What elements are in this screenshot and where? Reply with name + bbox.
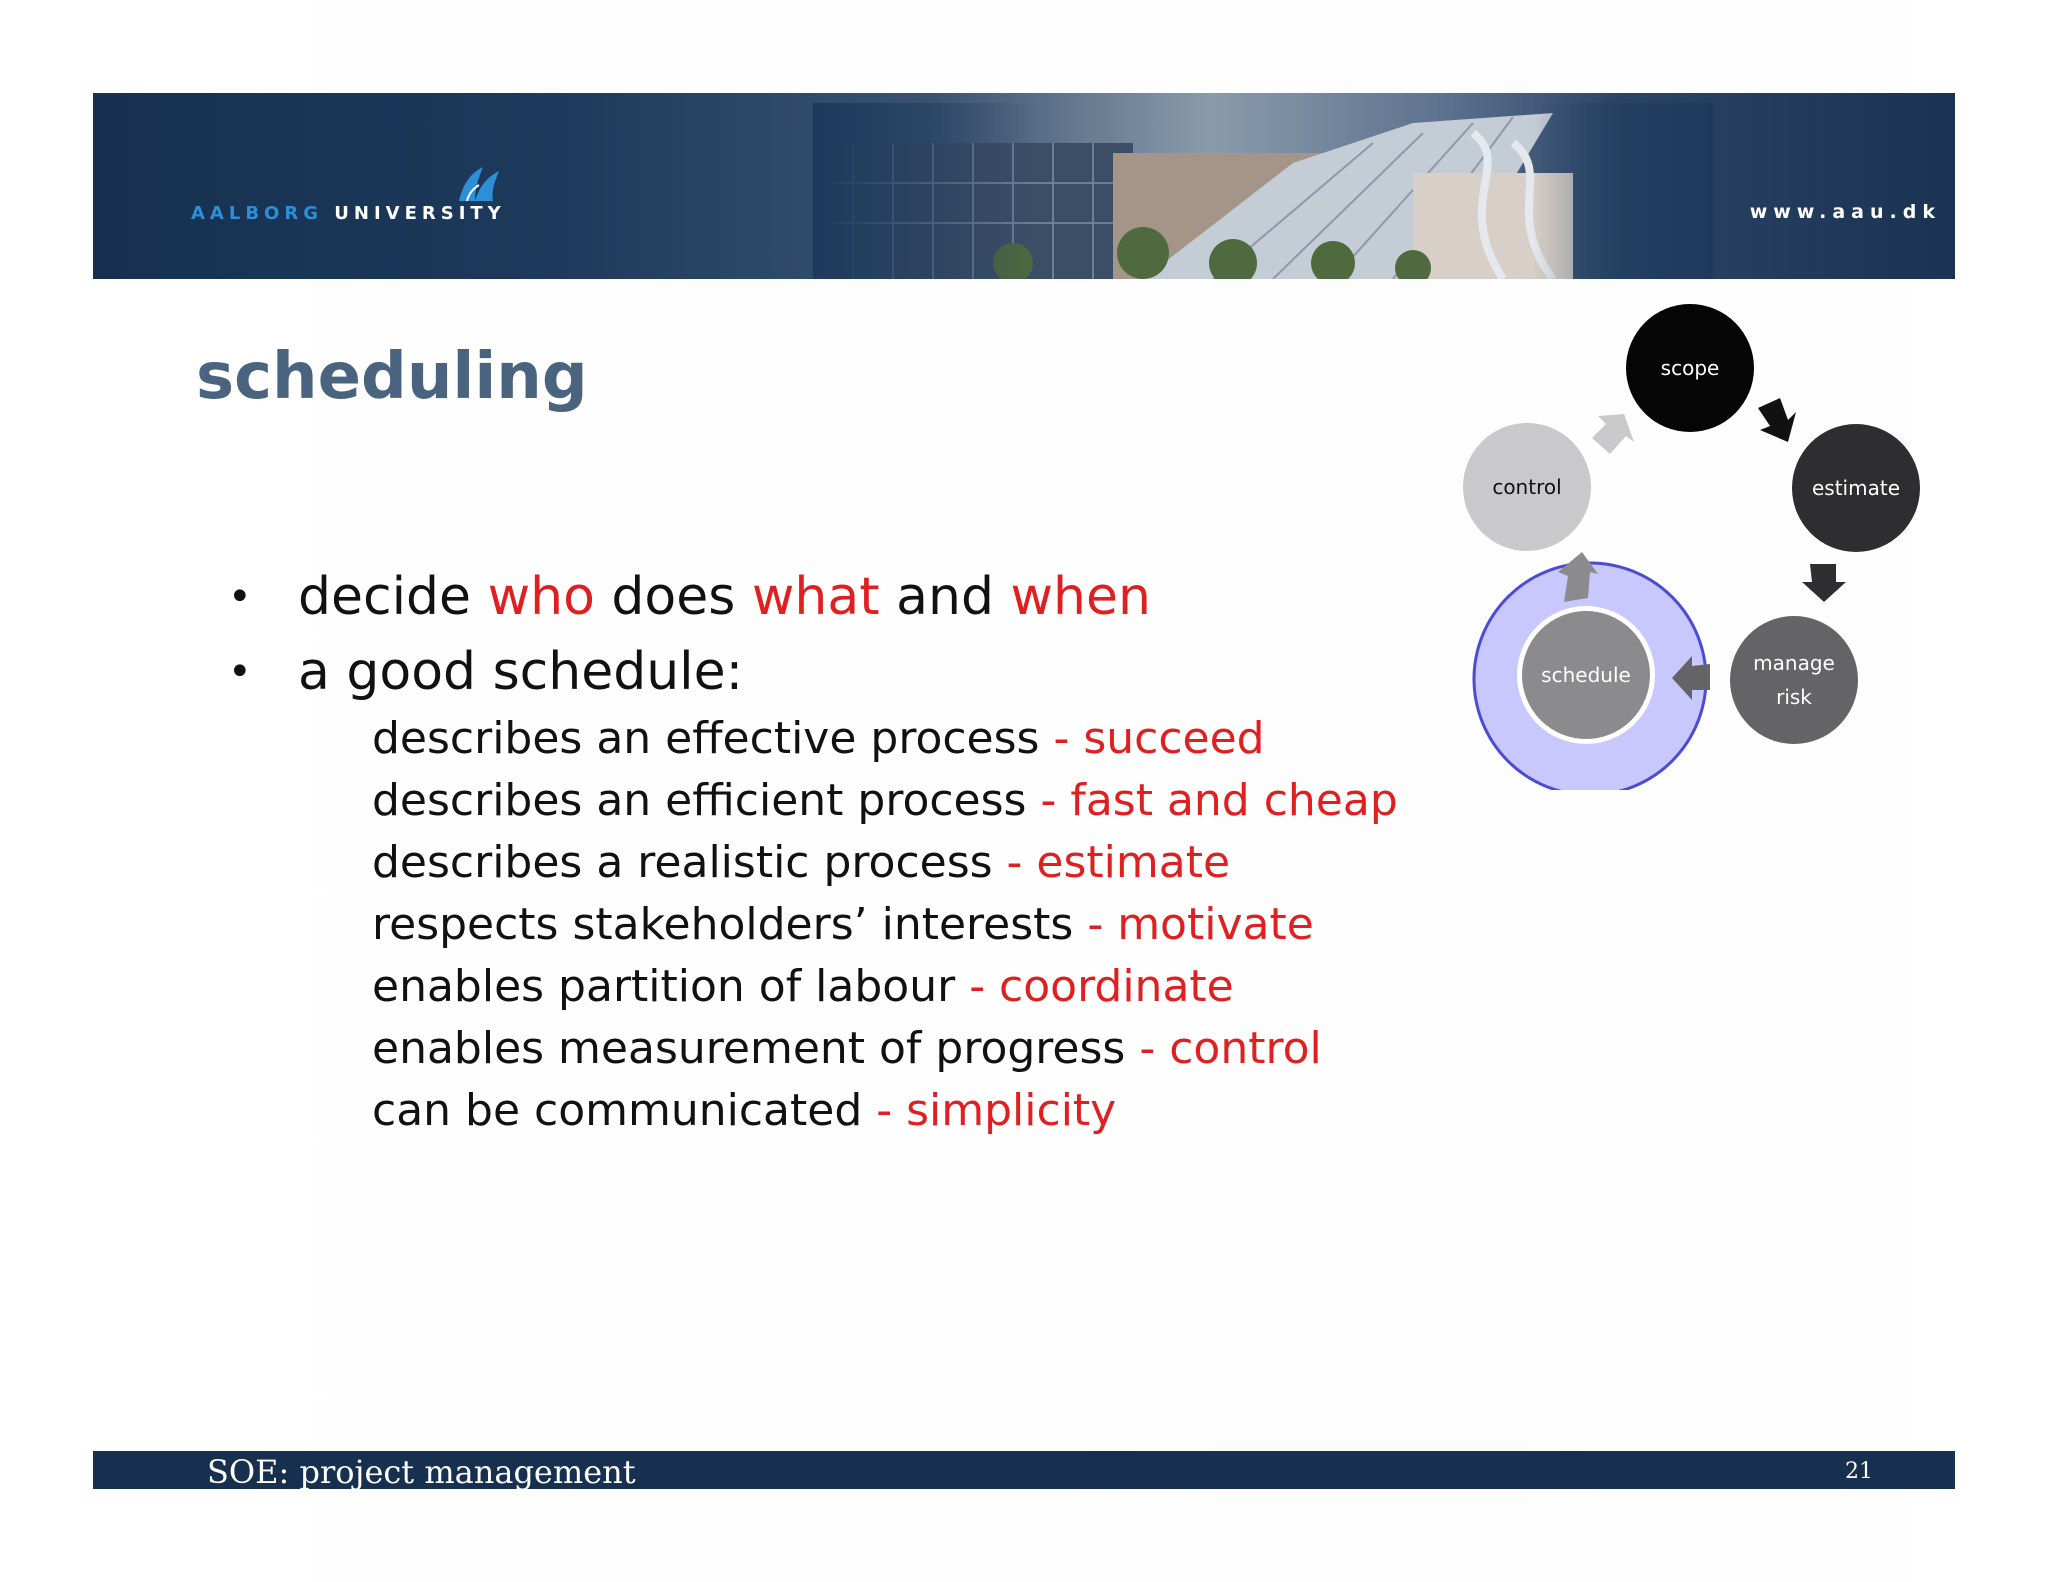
university-url: www.aau.dk: [1749, 201, 1941, 223]
node-schedule-label: schedule: [1541, 663, 1631, 687]
footer-course-title: SOE: project management: [207, 1453, 636, 1491]
node-estimate-label: estimate: [1811, 476, 1900, 500]
node-control-label: control: [1492, 475, 1562, 499]
bullet-text: decide: [298, 567, 488, 627]
sub-item-accent: - control: [1139, 1023, 1322, 1074]
bullet-highlight: who: [487, 567, 595, 627]
sub-item: [372, 770, 1398, 832]
bullet-text: a good schedule:: [298, 642, 744, 702]
arrow-scope-estimate: [1758, 398, 1796, 442]
bullet-highlight: what: [751, 567, 880, 627]
bullet-item: [220, 560, 1151, 635]
logo-university: UNIVERSITY: [334, 203, 506, 224]
bullet-text: does: [594, 567, 752, 627]
header-banner: [93, 93, 1955, 279]
sub-item-accent: - fast and cheap: [1040, 775, 1398, 826]
bullet-text: and: [879, 567, 1011, 627]
bullet-highlight: when: [1010, 567, 1151, 627]
sub-item-accent: - estimate: [1006, 837, 1231, 888]
sub-item-accent: - simplicity: [876, 1085, 1117, 1136]
university-logo-text: [191, 203, 506, 224]
arrow-control-scope: [1592, 414, 1634, 454]
sub-item-text: respects stakeholders’ interests: [372, 899, 1088, 950]
sub-item-text: enables measurement of progress: [372, 1023, 1140, 1074]
arrow-estimate-manage: [1802, 564, 1846, 602]
node-scope: [1626, 304, 1754, 432]
aau-logo-icon: [453, 163, 503, 203]
node-manage-risk-label-2: risk: [1776, 685, 1812, 709]
sub-item-list: [372, 708, 1398, 1142]
page-number: 21: [1845, 1459, 1873, 1484]
sub-item-accent: - coordinate: [969, 961, 1234, 1012]
node-manage-risk-label-1: manage: [1753, 651, 1835, 675]
node-schedule: [1517, 606, 1655, 744]
node-estimate: [1792, 424, 1920, 552]
sub-item-text: can be communicated: [372, 1085, 877, 1136]
bullet-dot: •: [228, 649, 252, 695]
sub-item: [372, 832, 1398, 894]
sub-item-text: describes an efficient process: [372, 775, 1041, 826]
bullet-dot: •: [228, 574, 252, 620]
sub-item: [372, 956, 1398, 1018]
sub-item-text: describes an effective process: [372, 713, 1054, 764]
sub-item-text: describes a realistic process: [372, 837, 1007, 888]
campus-building-image: [813, 103, 1713, 279]
footer-bar: [93, 1451, 1955, 1489]
sub-item-accent: - motivate: [1087, 899, 1314, 950]
sub-item: [372, 894, 1398, 956]
process-cycle-diagram: [1440, 290, 1940, 790]
slide-title: scheduling: [196, 340, 588, 414]
logo-aalborg: AALBORG: [191, 203, 323, 224]
node-control: [1463, 423, 1591, 551]
sub-item-text: enables partition of labour: [372, 961, 970, 1012]
node-scope-label: scope: [1660, 356, 1720, 380]
bullet-item: [220, 635, 1151, 710]
sub-item: [372, 1018, 1398, 1080]
bullet-list: [220, 560, 1151, 710]
sub-item: [372, 1080, 1398, 1142]
sub-item: [372, 708, 1398, 770]
sub-item-accent: - succeed: [1053, 713, 1265, 764]
node-manage-risk: [1730, 616, 1858, 744]
